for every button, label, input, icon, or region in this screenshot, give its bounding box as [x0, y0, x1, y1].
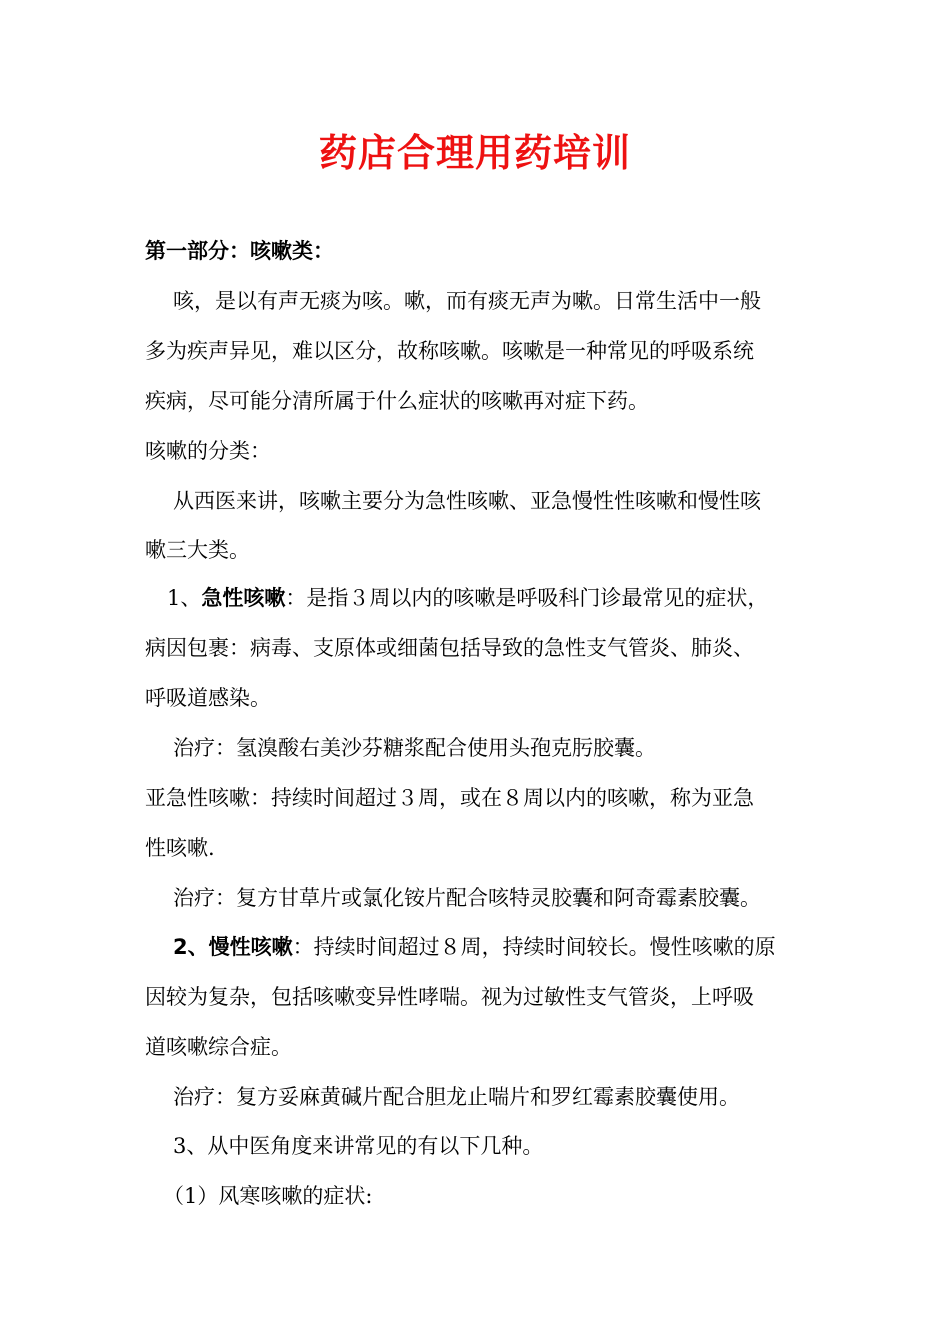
acute-line-1-rest: ：是指３周以内的咳嗽是呼吸科门诊最常见的症状， [285, 586, 769, 610]
chronic-line-1-rest: ：持续时间超过８周，持续时间较长。慢性咳嗽的原 [292, 935, 776, 959]
intro-line-3: 疾病，尽可能分清所属于什么症状的咳嗽再对症下药。 [145, 389, 649, 413]
western-line-2: 嗽三大类。 [145, 538, 250, 562]
wind-cold-heading: （1）风寒咳嗽的症状: [163, 1184, 373, 1208]
intro-line-2: 多为疾声异见，难以区分，故称咳嗽。咳嗽是一种常见的呼吸系统 [145, 339, 754, 363]
classification-label: 咳嗽的分类： [145, 439, 271, 463]
document-title: 药店合理用药培训 [318, 131, 631, 175]
acute-treatment: 治疗：氢溴酸右美沙芬糖浆配合使用头孢克肟胶囊。 [173, 736, 656, 760]
acute-term: 急性咳嗽 [201, 586, 286, 610]
acute-number: 1、 [167, 586, 202, 610]
chronic-line-3: 道咳嗽综合症。 [145, 1035, 292, 1059]
chronic-line-2: 因较为复杂，包括咳嗽变异性哮喘。视为过敏性支气管炎，上呼吸 [145, 985, 754, 1009]
acute-line-3: 呼吸道感染。 [145, 686, 271, 710]
chronic-line-1 [145, 932, 838, 962]
section-heading: 第一部分：咳嗽类： [145, 239, 334, 263]
acute-line-1 [145, 583, 832, 613]
chronic-term: 慢性咳嗽 [208, 935, 293, 959]
subacute-line-2: 性咳嗽. [145, 836, 215, 860]
chronic-number: 2、 [173, 935, 209, 959]
chronic-treatment: 治疗：复方妥麻黄碱片配合胆龙止喘片和罗红霉素胶囊使用。 [173, 1085, 740, 1109]
tcm-intro: 3、从中医角度来讲常见的有以下几种。 [173, 1134, 544, 1158]
subacute-treatment: 治疗：复方甘草片或氯化铵片配合咳特灵胶囊和阿奇霉素胶囊。 [173, 886, 761, 910]
subacute-line-1: 亚急性咳嗽：持续时间超过３周，或在８周以内的咳嗽，称为亚急 [145, 786, 754, 810]
intro-line-1: 咳，是以有声无痰为咳。嗽，而有痰无声为嗽。日常生活中一般 [173, 289, 761, 313]
western-line-1: 从西医来讲，咳嗽主要分为急性咳嗽、亚急慢性性咳嗽和慢性咳 [173, 489, 761, 513]
acute-line-2: 病因包裹：病毒、支原体或细菌包括导致的急性支气管炎、肺炎、 [145, 636, 754, 660]
